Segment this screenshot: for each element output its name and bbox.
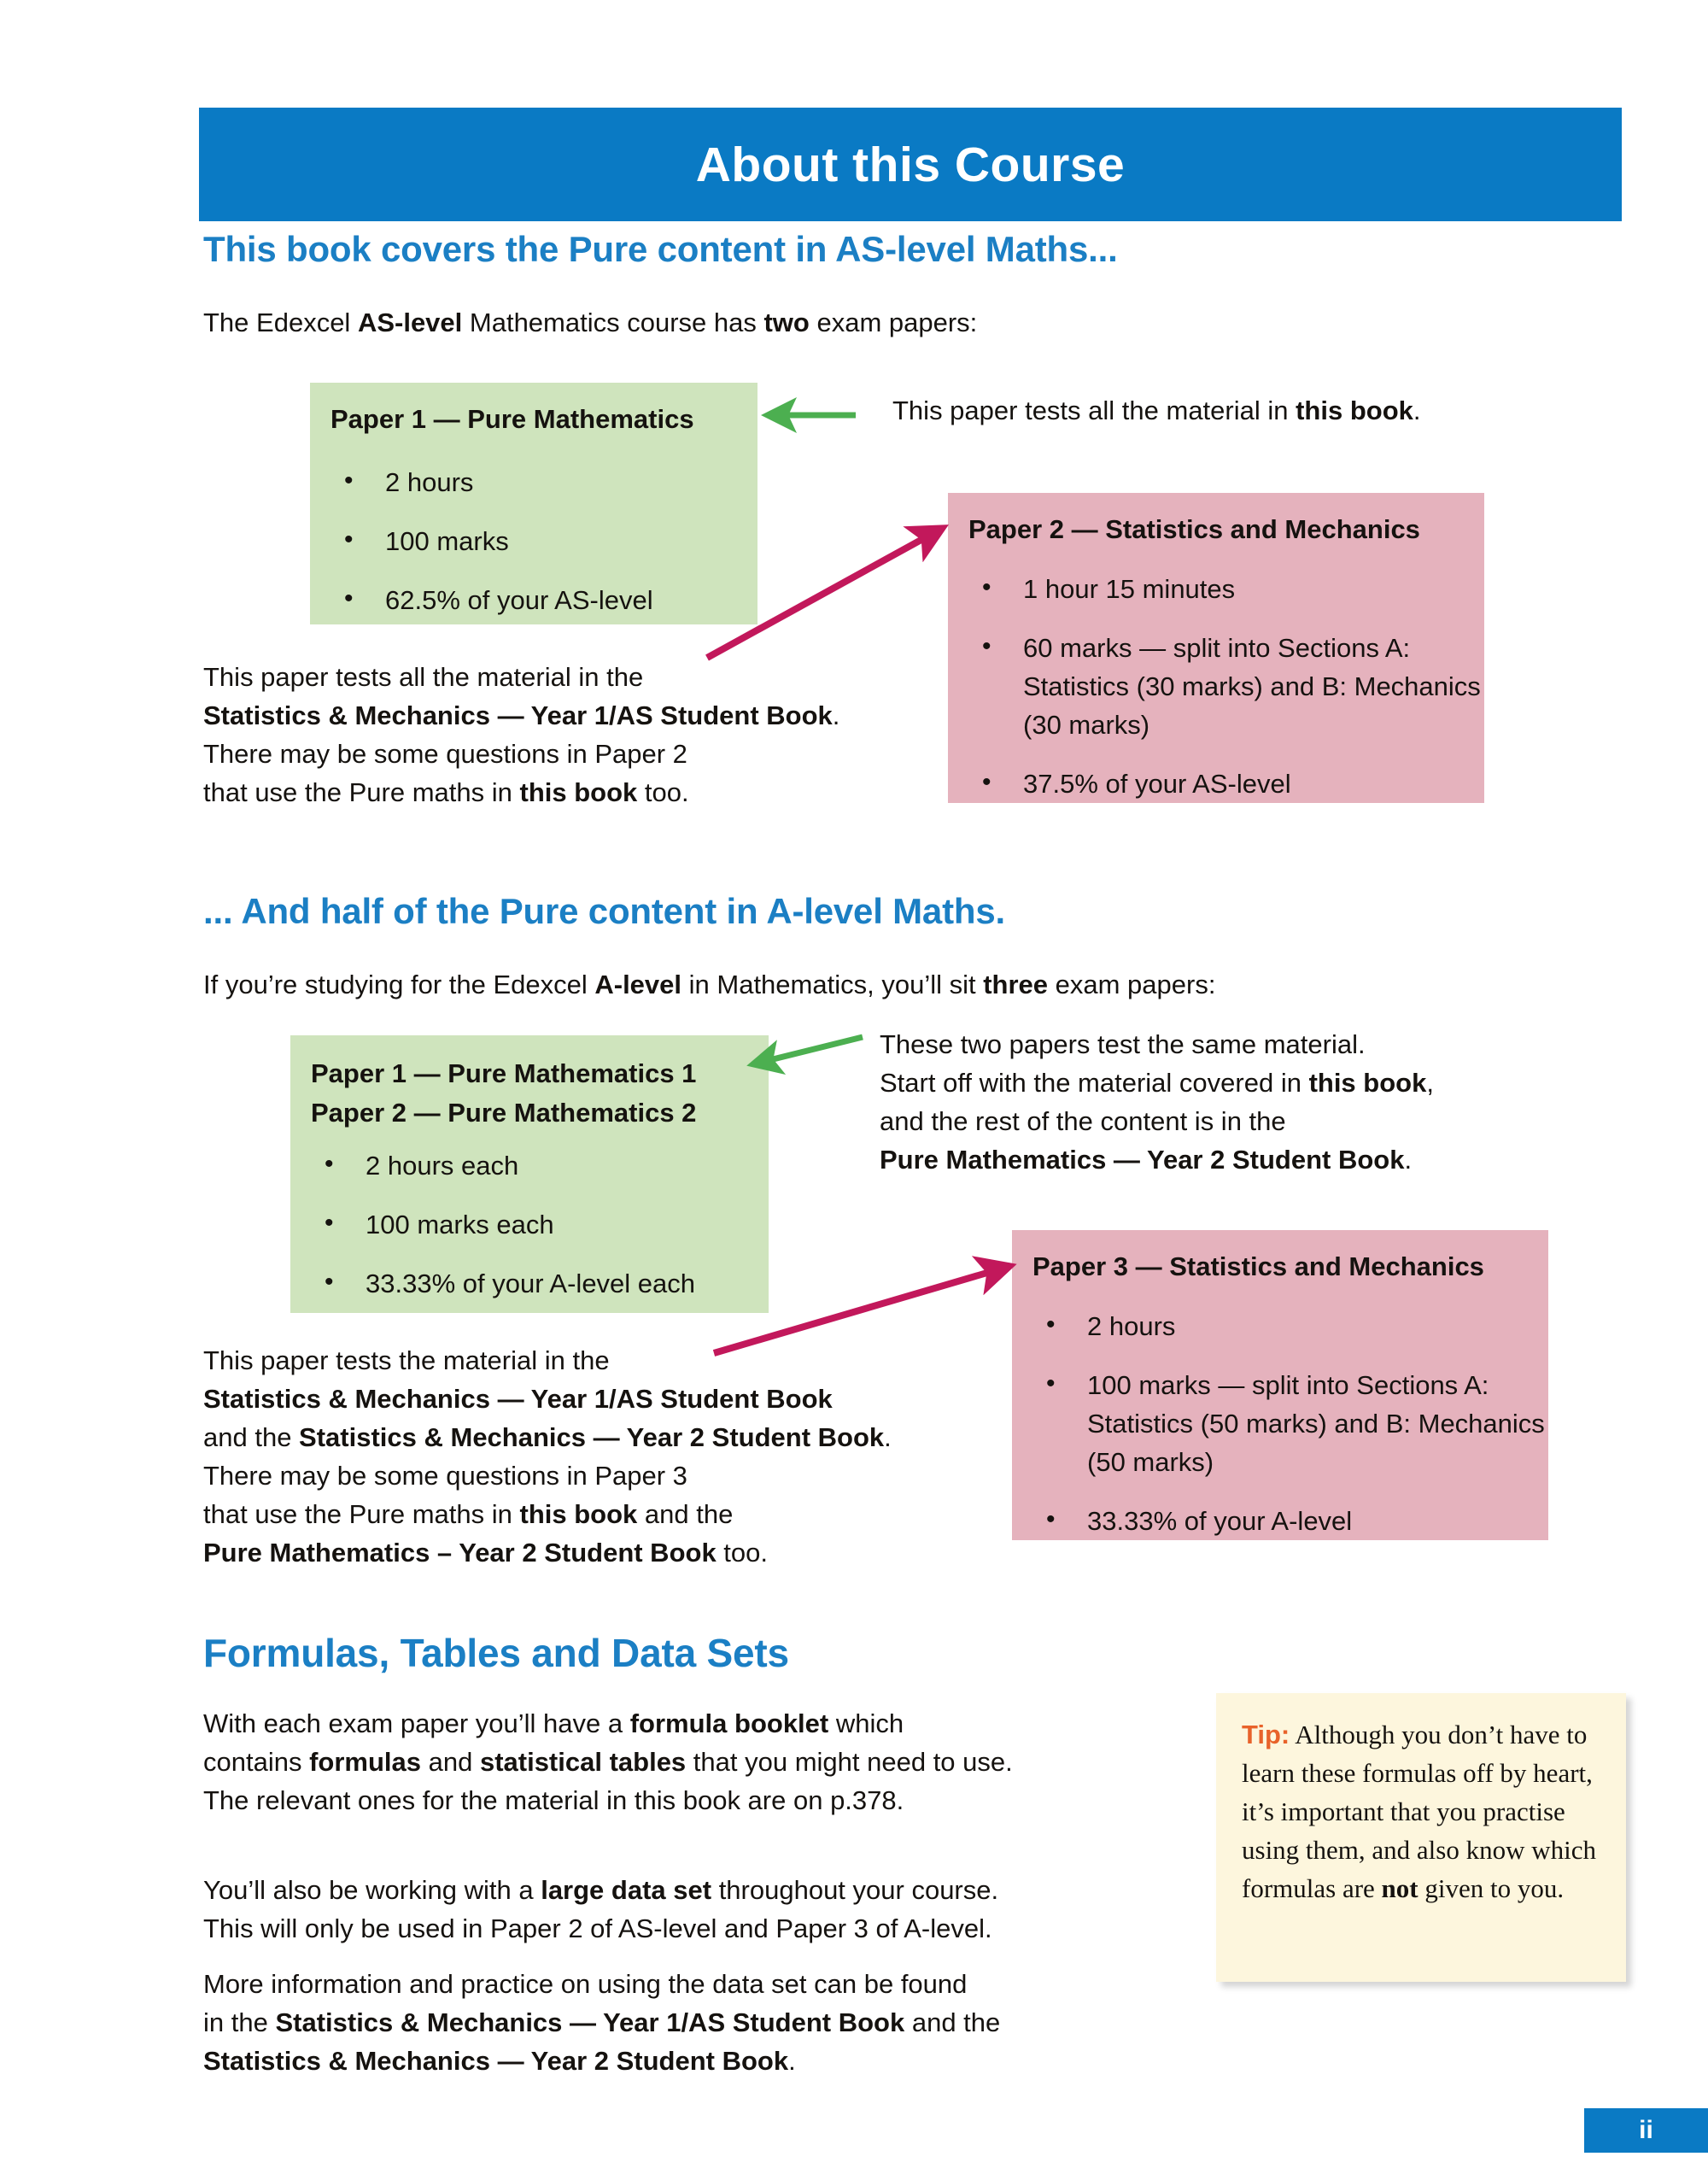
- paper1-as-bullet-list: [310, 463, 757, 640]
- pure-a-level-bullet-list: [290, 1146, 769, 1323]
- callout-paper2-as: This paper tests all the material in the Statistics & Mechanics — Year 1/AS Student Book. There may be some questions in Paper 2 that use the Pure maths in this book too.: [203, 662, 840, 807]
- paper3-a-level-box: [1012, 1230, 1548, 1540]
- list-item: • 2 hours: [1012, 1307, 1548, 1345]
- tip-label: Tip:: [1242, 1720, 1290, 1749]
- pure-a-level-box-title: [311, 1054, 696, 1133]
- list-item: • 33.33% of your A-level each: [290, 1264, 769, 1303]
- list-item: • 100 marks each: [290, 1205, 769, 1244]
- pure-a-level-box: [290, 1035, 769, 1313]
- list-item: • 33.33% of your A-level: [1012, 1502, 1548, 1540]
- tip-box: [1216, 1693, 1626, 1982]
- formulas-paragraph-1: With each exam paper you’ll have a formula booklet which contains formulas and statistical tables that you might need to use. The relevant ones for the material in this book are on p.378.: [203, 1708, 1013, 1815]
- tip-box-text: [1242, 1715, 1609, 1908]
- page-header-band: [199, 108, 1622, 221]
- callout-pure-a-level: These two papers test the same material. Start off with the material covered in this book, and the rest of the content is in the Pure Mathematics — Year 2 Student Book.: [880, 1029, 1434, 1175]
- a-level-intro-paragraph: If you’re studying for the Edexcel A-level in Mathematics, you’ll sit three exam papers:: [203, 970, 1216, 999]
- as-level-intro-paragraph: The Edexcel AS-level Mathematics course has two exam papers:: [203, 308, 978, 337]
- section-heading-as-level: This book covers the Pure content in AS-level Maths...: [203, 229, 1118, 269]
- section-heading-a-level: ... And half of the Pure content in A-level Maths.: [203, 891, 1005, 931]
- section-heading-formulas: Formulas, Tables and Data Sets: [203, 1631, 789, 1675]
- callout-paper3-a-level: This paper tests the material in the Statistics & Mechanics — Year 1/AS Student Book and the Statistics & Mechanics — Year 2 Student Book. There may be some questions in Paper 3 that use the Pure maths in this book and the Pure Mathematics – Year 2 Student Book too.: [203, 1345, 892, 1568]
- page-number: ii: [1639, 2116, 1653, 2144]
- paper1-as-box: [310, 383, 757, 624]
- formulas-paragraph-3: More information and practice on using the data set can be found in the Statistics & Mechanics — Year 1/AS Student Book and the Statistics & Mechanics — Year 2 Student Book.: [203, 1969, 1001, 2076]
- green-arrow-pure: [752, 1037, 863, 1064]
- list-item: • 1 hour 15 minutes: [948, 570, 1484, 608]
- page-title: About this Course: [695, 137, 1126, 192]
- list-item: • 100 marks — split into Sections A: Statistics (50 marks) and B: Mechanics (50 marks): [1012, 1366, 1548, 1481]
- page-number-band: [1584, 2108, 1708, 2153]
- list-item: • 60 marks — split into Sections A: Statistics (30 marks) and B: Mechanics (30 marks): [948, 629, 1484, 744]
- paper3-a-level-box-title: Paper 3 — Statistics and Mechanics: [1032, 1251, 1484, 1281]
- tip-body: Although you don’t have to learn these formulas off by heart, it’s important that you practise using them, and also know which formulas are not given to you.: [1242, 1720, 1597, 1903]
- list-item: • 62.5% of your AS-level: [310, 581, 757, 619]
- callout-paper1-as: This paper tests all the material in this book.: [892, 396, 1421, 425]
- paper2-as-box-title: Paper 2 — Statistics and Mechanics: [968, 514, 1420, 544]
- list-item: • 100 marks: [310, 522, 757, 560]
- list-item: • 2 hours each: [290, 1146, 769, 1185]
- list-item: • 2 hours: [310, 463, 757, 501]
- list-item: • 37.5% of your AS-level: [948, 765, 1484, 803]
- pure-a-level-title-line2: Paper 2 — Pure Mathematics 2: [311, 1098, 697, 1128]
- paper1-as-box-title: Paper 1 — Pure Mathematics: [330, 404, 694, 434]
- pure-a-level-title-line1: Paper 1 — Pure Mathematics 1: [311, 1058, 697, 1088]
- paper2-as-bullet-list: [948, 570, 1484, 823]
- paper2-as-box: [948, 493, 1484, 803]
- formulas-paragraph-2: You’ll also be working with a large data set throughout your course. This will only be used in Paper 2 of AS-level and Paper 3 of A-level.: [203, 1875, 999, 1943]
- paper3-a-level-bullet-list: [1012, 1307, 1548, 1561]
